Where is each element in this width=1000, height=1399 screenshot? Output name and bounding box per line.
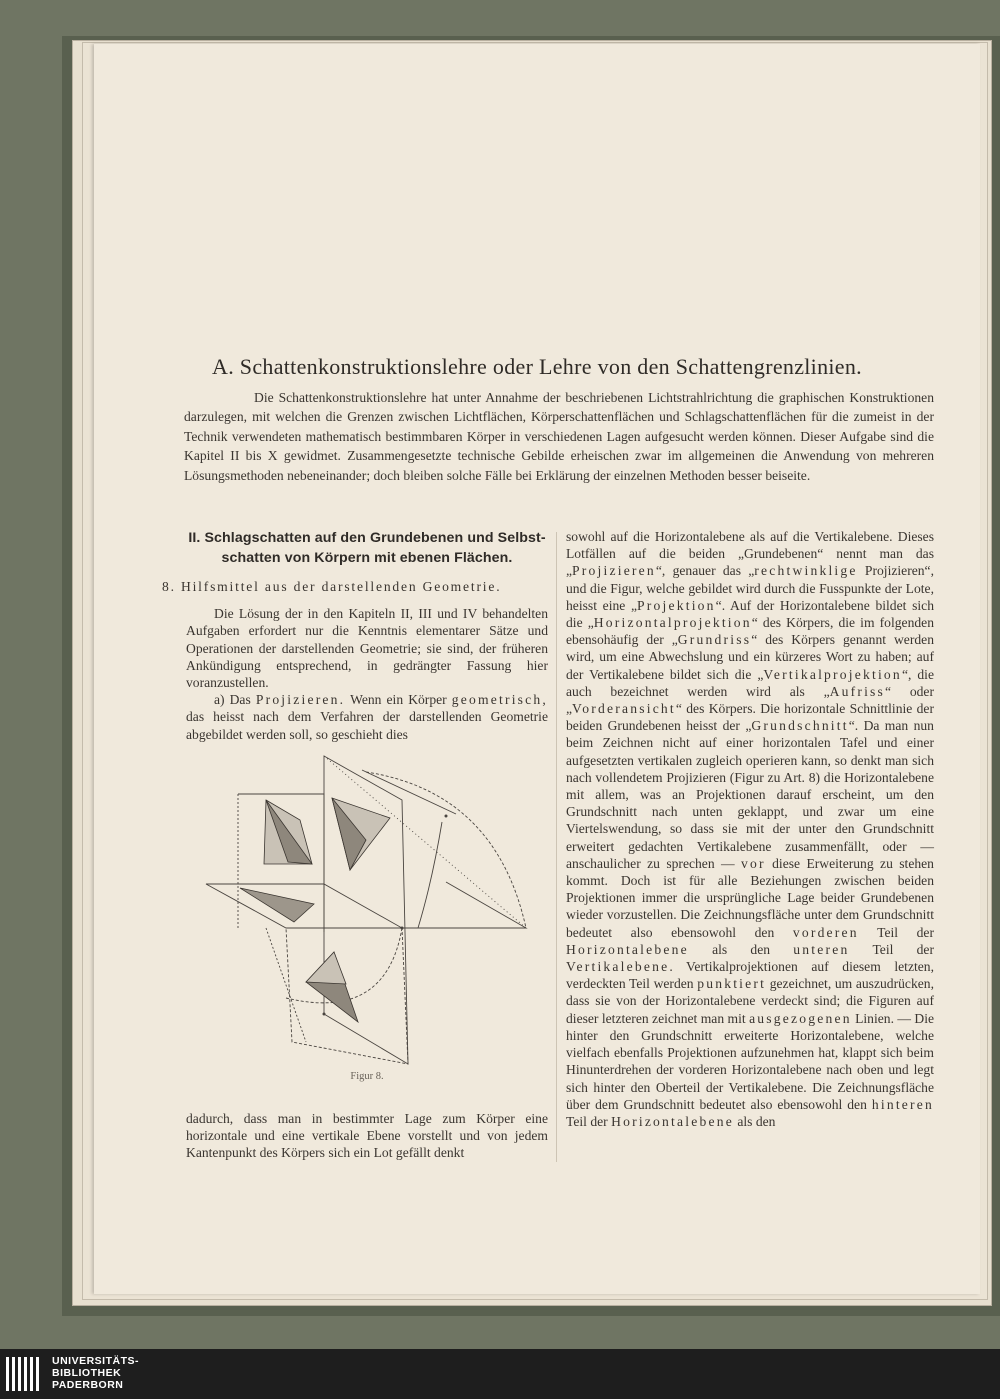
pyramid-shadow-horizontal xyxy=(240,888,314,922)
left-paragraph-1: Die Lösung der in den Kapiteln II, III und IV behandelten Aufgaben erfordert nur die Kenntnis elementarer Sätze und Operationen der darstellenden Geometrie; sie sind, der früheren Ankündigung entsprechend, in gedrängter Fassung hier voranzustellen. xyxy=(186,606,548,691)
paragraph-text: “, die auch bezeichnet werden wird als „ xyxy=(566,666,934,699)
paragraph-text: als den xyxy=(733,1113,776,1129)
chapter-title: A. Schattenkonstruktionslehre oder Lehre von den Schattengrenzlinien. xyxy=(212,354,862,379)
spaced-term: rechtwinklige xyxy=(754,563,858,579)
column-divider xyxy=(556,532,557,1162)
spaced-term: Horizontalebene xyxy=(611,1113,734,1129)
figure-point xyxy=(445,815,448,818)
figure-8-projection-diagram xyxy=(196,752,536,1092)
spaced-term: Horizontalprojektion xyxy=(593,615,752,631)
paragraph-text: “ des Körpers, die im folgenden ebensohäufig der „ xyxy=(566,615,934,648)
intro-text: Die Schattenkonstruktionslehre hat unter Annahme der beschriebenen Lichtstrahlrichtung die graphischen Konstruktionen darzulegen, mit welchen die Grenzen zwischen Lichtflächen, Körperschattenflächen und Schlagschattenflächen für die zumeist in der Technik verwendeten mathematisch bestimmbaren Körper in verschiedenen Lagen aufgesucht werden können. Dieser Aufgabe sind die Kapitel II bis X gewidmet. Zusammengesetzte technische Gebilde erheischen zwar im allgemeinen die Anwendung von mehreren Lösungsmethoden nebeneinander; doch bleiben solche Fälle bei Erklärung der einzelnen Methoden besser beiseite. xyxy=(184,390,934,483)
rotation-arc xyxy=(366,772,526,928)
projection-ray-3 xyxy=(266,928,306,1042)
paragraph-text: Wenn ein Körper xyxy=(350,692,447,708)
spaced-term: Vertikalebene xyxy=(566,959,670,975)
spaced-term: unteren xyxy=(793,941,850,957)
projection-ray-2 xyxy=(362,770,456,814)
paragraph-text: “, genauer das „ xyxy=(655,563,755,579)
paragraph-text: als den xyxy=(688,941,794,957)
horizontal-plane-right xyxy=(286,882,526,928)
spaced-term: Projektion xyxy=(637,597,716,613)
figure-caption: Figur 8. xyxy=(350,1071,384,1082)
inner-arc xyxy=(418,822,442,928)
right-column xyxy=(566,528,934,1130)
paragraph-text: “. Da man nun beim Zeichnen nicht auf einer horizontalen Tafel und einer aufgesetzten vertikalen zugleich operieren kann, so denkt man sich nach vollendetem Projizieren (Figur zu Art. 8) die Horizontalebene mit allem, was an Projektionen darauf erscheint, um den Grundschnitt nach unten geklappt, und zwar um eine Viertelswendung, so dass sie mit der unter den Grundschnitt erweitert gedachten Vertikalebene zusammenfällt, oder — anschaulicher zu sprechen — xyxy=(566,718,934,871)
paragraph-text: “ des Körpers genannt werden wird, um eine Abwechslung und ein kürzeres Wort zu haben; auf der Vertikalebene bildet sich die „ xyxy=(566,632,934,682)
spaced-term: ausgezogenen xyxy=(749,1010,852,1026)
paragraph-text: Projizieren“, und die Figur, welche gebildet wird durch die Fusspunkte der Lote, heisst eine „ xyxy=(566,563,934,613)
paragraph-text: Teil der xyxy=(849,941,934,957)
spaced-term: Projizieren xyxy=(572,563,656,579)
paragraph-text: “. Auf der Horizontalebene bildet sich die „ xyxy=(566,597,934,631)
spaced-term: hinteren xyxy=(871,1096,934,1112)
left-bottom-text: dadurch, dass man in bestimmter Lage zum Körper eine horizontale und eine vertikale Ebene vorstellt und von jedem Kantenpunkt des Körpers sich ein Lot gefällt denkt xyxy=(186,1111,548,1161)
logo-line-3: PADERBORN xyxy=(52,1379,124,1391)
chapter-heading-line-1: II. Schlagschatten auf den Grundebenen und Selbst- xyxy=(188,530,546,546)
paragraph-text: diese Erweiterung zu stehen kommt. Doch ist für alle Beziehungen zwischen beiden Projektionen immer die ursprüngliche Lage beider Grundebenen wieder vorzustellen. Die Zeichnungsfläche unter dem Grundschnitt bedeutet also ebensowohl den xyxy=(566,855,934,940)
library-footer-strip xyxy=(0,1349,1000,1399)
paragraph-text: . Vertikalprojektionen auf diesem letzten, verdeckten Teil werden xyxy=(566,959,934,992)
paragraph-text: das heisst nach dem Verfahren der darstellenden Geometrie abgebildet werden soll, so geschieht dies xyxy=(186,709,548,742)
pyramid-shadow-light xyxy=(306,952,346,984)
paragraph-text: “ oder „ xyxy=(566,683,934,717)
paragraph-text: gezeichnet, um auszudrücken, dass sie von der Horizontalebene verdeckt sind; die Figuren auf dieser letzteren zeichnet man mit xyxy=(566,976,934,1026)
logo-line-1: UNIVERSITÄTS- xyxy=(52,1355,140,1367)
right-paragraph xyxy=(566,528,934,1130)
figure-point xyxy=(401,927,404,930)
article-heading: 8. Hilfsmittel aus der darstellenden Geometrie. xyxy=(162,579,502,594)
left-column xyxy=(162,528,548,743)
spaced-term: punktiert xyxy=(697,976,767,992)
spaced-term: vor xyxy=(741,855,766,871)
spaced-term: Grundriss xyxy=(677,632,752,648)
library-logo-icon xyxy=(4,1355,44,1393)
spaced-term: vorderen xyxy=(792,924,859,940)
spaced-term: Vertikalprojektion xyxy=(763,666,902,682)
section-heading-block xyxy=(186,528,548,568)
paragraph-text: sowohl auf die Horizontalebene als auf die Vertikalebene. Dieses Lotfällen auf die beiden „Grundebenen“ nennt man das „ xyxy=(566,529,934,579)
left-paragraph-2 xyxy=(186,691,548,743)
spaced-term-geometrisch: geometrisch, xyxy=(451,692,548,708)
intro-paragraph xyxy=(184,388,934,485)
paragraph-text: Teil der xyxy=(858,924,934,940)
figure-point xyxy=(323,1013,326,1016)
paragraph-text: Linien. — Die hinter den Grundschnitt erweiterte Horizontalebene, welche vielfach ebenfalls Projektionen aufzunehmen hat, klappt sich beim Hinunterdrehen der vorderen Horizontalebene nach oben und legt sich hinter den Oberteil der Vertikalebene. Die Zeichnungsfläche über dem Grundschnitt bedeutet also ebensowohl den xyxy=(566,1010,935,1112)
paragraph-text: Teil der xyxy=(566,1113,612,1129)
spaced-term: Vorderansicht xyxy=(572,701,676,717)
item-label: a) Das xyxy=(214,692,251,708)
library-logo-text xyxy=(52,1355,139,1391)
paragraph-text: “ des Körpers. Die horizontale Schnittlinie der beiden Grundebenen heisst der „ xyxy=(566,701,934,734)
chapter-heading-line-2: schatten von Körpern mit ebenen Flächen. xyxy=(221,550,513,566)
spaced-term: Grundschnitt xyxy=(751,718,849,734)
spaced-term: Aufriss xyxy=(829,683,886,699)
logo-line-2: BIBLIOTHEK xyxy=(52,1367,122,1379)
spaced-term: Horizontalebene xyxy=(566,941,689,957)
left-bottom-paragraph xyxy=(186,1110,548,1162)
spaced-term-projizieren: Projizieren. xyxy=(255,692,346,708)
